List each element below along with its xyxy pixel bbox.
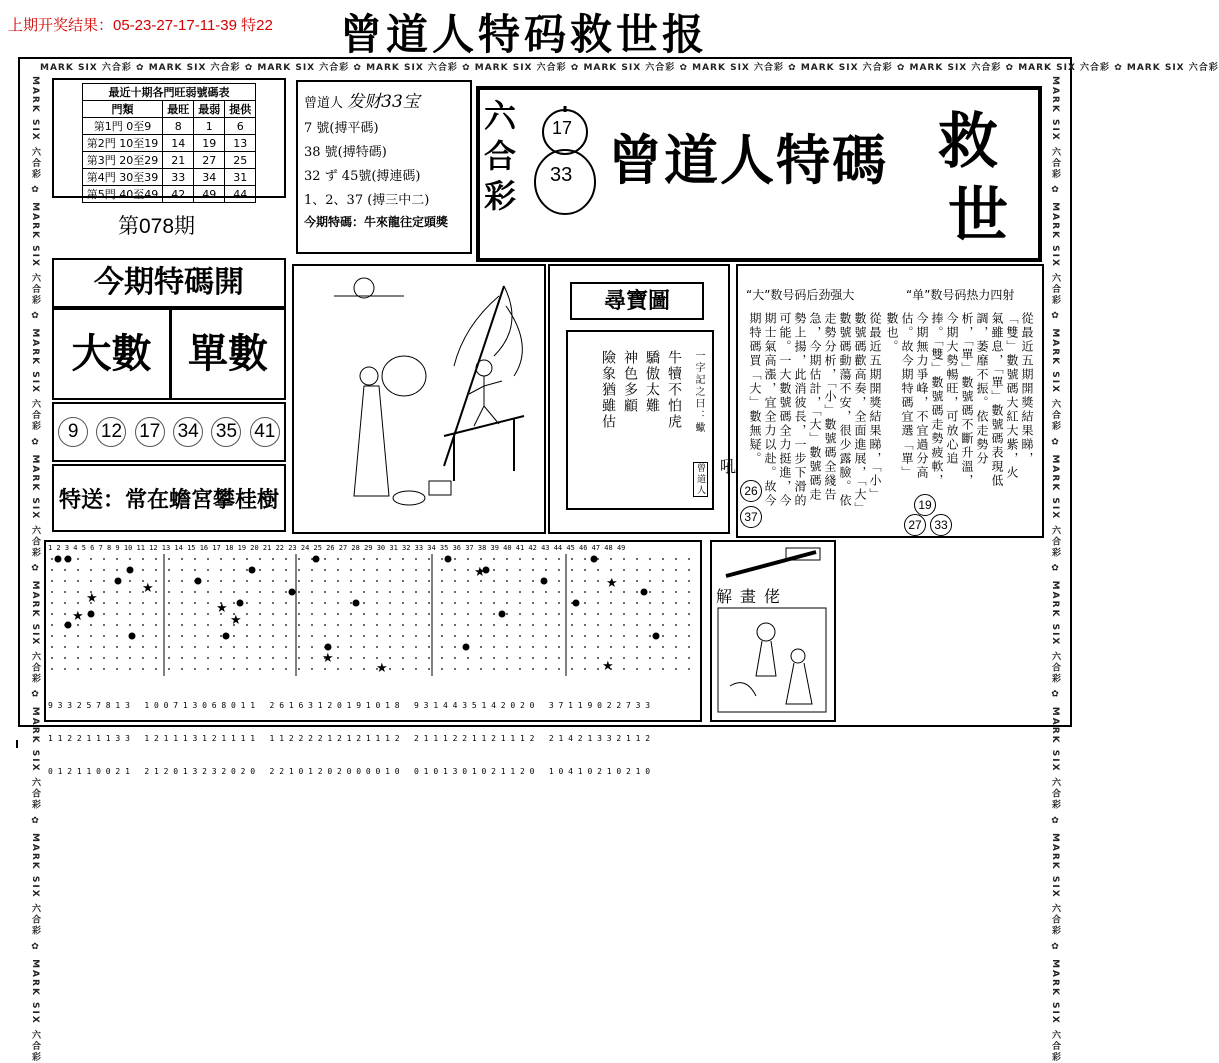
watermark-strip-left: MARK SIX 六合彩 ✿ MARK SIX 六合彩 ✿ MARK SIX 六合彩 ✿ MARK SIX 六合彩 ✿ MARK SIX 六合彩 ✿ MARK SIX 六合彩 ✿ MARK SIX 六合彩 ✿ MARK SIX 六合彩 bbox=[30, 76, 40, 1063]
circled-number: 37 bbox=[740, 506, 762, 528]
tips-author-line: 曾道人 发财33宝 bbox=[304, 92, 420, 112]
svg-text:★: ★ bbox=[216, 601, 228, 616]
number-ball: 9 bbox=[58, 417, 88, 447]
table-row: 第2門 10至19 14 19 13 bbox=[82, 135, 256, 152]
analysis-left-text: 從最近五期開獎結果睇，「小」數號碼歡高奏，全面進展，「大」數號碼動蕩不安，很少露臉。依走勢分析，「小」數號碼全綫告急，今期估計，「大」數號碼走勢上揚，此消彼長，一步下滑的可能。一大數號碼全力挺進，今期士氣高漲，宜全力以赴。故今期特碼買「大」數無疑。 bbox=[748, 312, 882, 510]
circled-number: 33 bbox=[930, 514, 952, 536]
svg-text:★: ★ bbox=[606, 576, 618, 591]
circled-number: 19 bbox=[914, 494, 936, 516]
gourd-number-bottom: 33 bbox=[550, 164, 573, 186]
odd-number-label: 單數 bbox=[170, 308, 286, 400]
explainer-illustration bbox=[716, 606, 828, 714]
banner-liuhe: 六合彩 bbox=[484, 97, 517, 215]
banner-title: 曾道人特碼 bbox=[608, 128, 888, 192]
svg-text:★: ★ bbox=[376, 661, 388, 676]
page-edge-mark bbox=[16, 740, 18, 748]
picture-explainer-title: 解畫佬 bbox=[716, 587, 789, 606]
analysis-box bbox=[736, 264, 1044, 538]
svg-text:★: ★ bbox=[72, 609, 84, 624]
grid-header: 1 2 3 4 5 6 7 8 9 10 11 12 13 14 15 16 17 18 19 20 21 22 23 24 25 26 27 28 29 30 31 32 33 34 35 36 37 38 39 40 41 42 43 44 45 46 47 48 49 bbox=[48, 544, 626, 552]
tips-box bbox=[296, 80, 472, 254]
number-ball: 41 bbox=[250, 417, 280, 447]
circled-number: 27 bbox=[904, 514, 926, 536]
table-header: 門類 bbox=[82, 101, 163, 118]
scholar-illustration bbox=[294, 266, 540, 528]
poem-line: 牛犢不怕虎 bbox=[666, 350, 682, 430]
header-bar bbox=[0, 0, 1080, 59]
special-code-label: 今期特碼開 bbox=[52, 258, 286, 308]
gourd-number-top: 17 bbox=[552, 118, 573, 138]
special-gift-line: 特送：常在蟾宮攀桂樹 bbox=[52, 464, 286, 532]
poem-line: 驕傲太難 bbox=[644, 350, 660, 414]
hot-number-table bbox=[82, 83, 257, 203]
tips-line: 32 ず 45號(搏連碼) bbox=[304, 169, 421, 184]
svg-text:★: ★ bbox=[142, 581, 154, 596]
last-result: 上期开奖结果：05-23-27-17-11-39 特22 bbox=[8, 17, 273, 34]
poem-title: 一字記之曰：蠍 bbox=[693, 350, 704, 434]
grid-summary-row: 9 3 3 2 5 7 8 1 3 1 0 0 7 1 3 0 6 8 0 1 1 2 6 1 6 3 1 2 0 1 9 1 0 1 8 9 3 1 4 4 3 5 1 4 2 0 2 0 3 7 1 1 9 0 2 2 7 3 3 bbox=[48, 701, 651, 710]
table-header: 最旺 bbox=[163, 101, 194, 118]
grid-summary-row: 1 1 2 2 1 1 1 3 3 1 2 1 1 1 3 1 2 1 1 1 1 1 1 2 2 2 2 1 2 1 2 1 1 1 2 2 1 1 1 2 2 1 1 2 1 1 1 2 2 1 4 2 1 3 3 2 1 1 2 bbox=[48, 734, 651, 743]
tips-line: 38 號(搏特碼) bbox=[304, 145, 387, 160]
watermark-strip-top: MARK SIX 六合彩 ✿ MARK SIX 六合彩 ✿ MARK SIX 六合彩 ✿ MARK SIX 六合彩 ✿ MARK SIX 六合彩 ✿ MARK SIX 六合彩 ✿ MARK SIX 六合彩 ✿ MARK SIX 六合彩 ✿ MARK SIX 六合彩 ✿ MARK SIX 六合彩 ✿ MARK SIX 六合彩 bbox=[40, 63, 1219, 73]
svg-text:★: ★ bbox=[474, 565, 486, 580]
treasure-scroll bbox=[566, 330, 714, 510]
table-row: 第5門 40至49 42 49 44 bbox=[82, 186, 256, 203]
grid-summary bbox=[48, 678, 696, 799]
analysis-right-head: “单”数号码热力四射 bbox=[906, 288, 1015, 302]
circled-number: 26 bbox=[740, 480, 762, 502]
treasure-title: 尋寶圖 bbox=[570, 282, 704, 320]
svg-text:★: ★ bbox=[230, 613, 242, 628]
tips-line: 7 號(搏平碼) bbox=[304, 121, 379, 136]
svg-text:★: ★ bbox=[86, 591, 98, 606]
number-ball: 34 bbox=[173, 417, 203, 447]
table-header: 提供 bbox=[225, 101, 256, 118]
tips-special: 今期特碼：牛來龍往定頭獎 bbox=[304, 215, 449, 229]
issue-number: 第078期 bbox=[118, 215, 196, 238]
grid-summary-row: 0 1 2 1 1 0 0 2 1 2 1 2 0 1 3 2 3 2 0 2 0 2 2 1 0 1 2 0 2 0 0 0 0 1 0 0 1 0 1 3 0 1 0 2 1 1 2 0 1 0 4 1 0 2 1 0 2 1 0 bbox=[48, 767, 651, 776]
poem-line: 神色多顧 bbox=[622, 350, 638, 414]
svg-text:★: ★ bbox=[322, 651, 334, 666]
table-title: 最近十期各門旺弱號碼表 bbox=[82, 84, 256, 101]
picture-explainer-box bbox=[710, 540, 836, 722]
table-row: 第3門 20至29 21 27 25 bbox=[82, 152, 256, 169]
recommended-numbers bbox=[52, 402, 286, 462]
analysis-right-text: 從最近五期開獎結果睇，「雙」數號碼大紅大紫，火氣雖息，「單」數號碼表現低調，萎靡不振。依走勢分析，「單」數號碼不斷升溫，今期大勢暢旺，可放心追捧。「雙」數號碼走勢疲軟，今期無力爭峰，不宜過分高估。故今期特碼宜選「單」數也。 bbox=[885, 312, 1034, 488]
poem-line: 險象猶雖估 bbox=[600, 350, 616, 430]
svg-text:★: ★ bbox=[602, 659, 614, 674]
number-ball: 17 bbox=[135, 417, 165, 447]
number-ball: 35 bbox=[211, 417, 241, 447]
big-number-label: 大數 bbox=[52, 308, 171, 400]
illustration-box bbox=[292, 264, 546, 534]
banner-shi: 世 bbox=[948, 181, 1008, 251]
grid-dots bbox=[46, 554, 696, 676]
brush-scroll-icon bbox=[716, 546, 828, 582]
seal-stamp: 曾道人 bbox=[693, 462, 708, 497]
table-header: 最弱 bbox=[194, 101, 225, 118]
tips-line: 1、2、37 (搏三中二) bbox=[304, 193, 430, 208]
number-ball: 12 bbox=[96, 417, 126, 447]
table-row: 第4門 30至39 33 34 31 bbox=[82, 169, 256, 186]
side-mark: 吼 bbox=[720, 457, 737, 476]
table-row: 第1門 0至9 8 1 6 bbox=[82, 118, 256, 135]
hot-number-table-box bbox=[52, 78, 286, 201]
watermark-strip-right: MARK SIX 六合彩 ✿ MARK SIX 六合彩 ✿ MARK SIX 六合彩 ✿ MARK SIX 六合彩 ✿ MARK SIX 六合彩 ✿ MARK SIX 六合彩 ✿ MARK SIX 六合彩 ✿ MARK SIX 六合彩 bbox=[1050, 76, 1060, 1063]
number-trend-grid bbox=[44, 540, 702, 776]
banner-jiu: 救 bbox=[938, 107, 998, 177]
analysis-left-head: “大”数号码后劲强大 bbox=[746, 288, 855, 302]
page-title: 曾道人特码救世报 bbox=[340, 10, 709, 59]
